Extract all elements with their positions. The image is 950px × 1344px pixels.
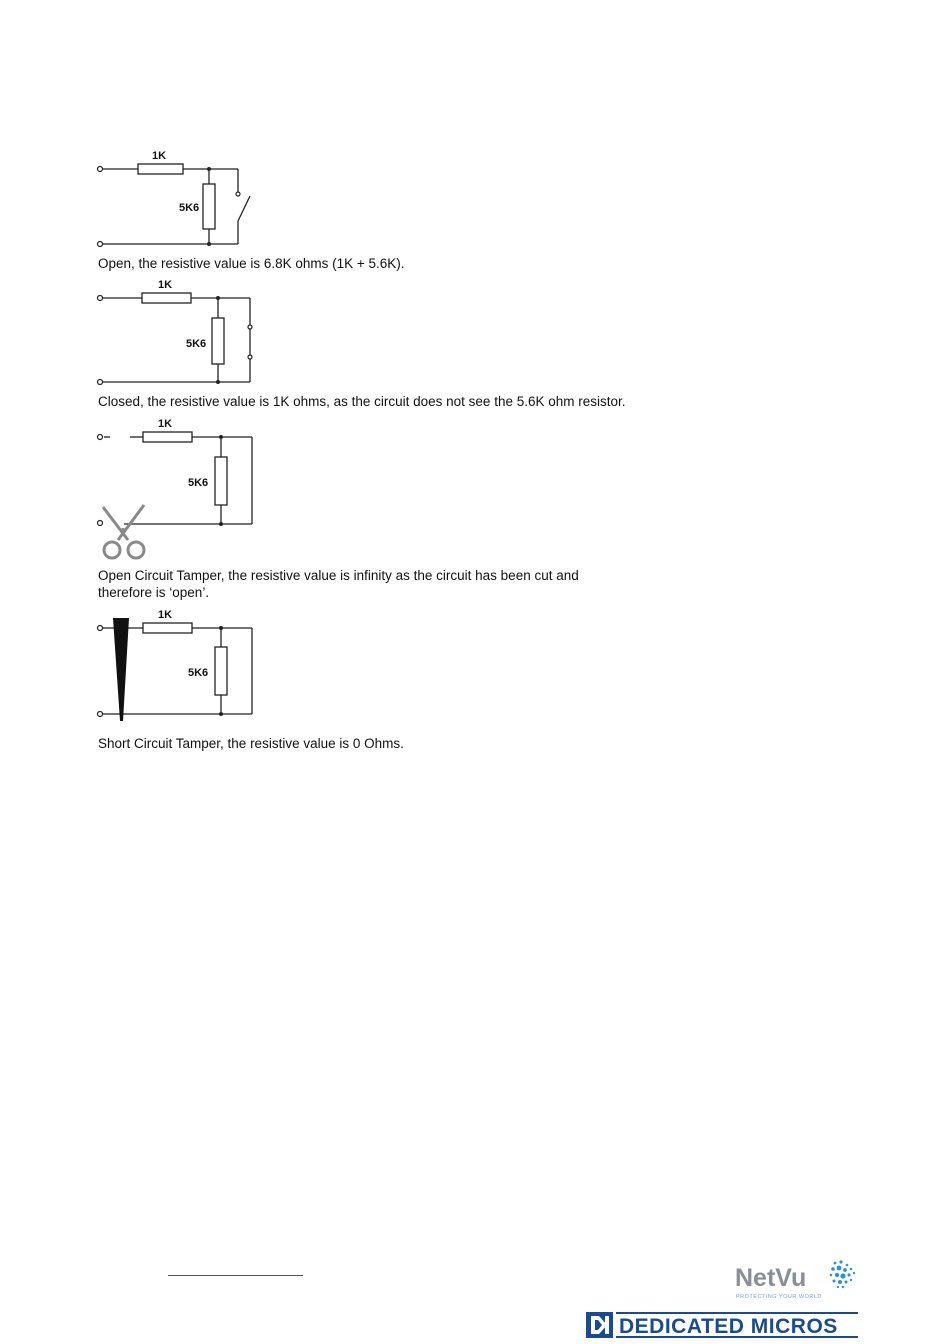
open-circuit-schematic (90, 140, 290, 255)
resistor-1k (138, 164, 183, 174)
resistor-1k (142, 293, 191, 303)
terminal-top (98, 296, 103, 301)
dedicated-micros-logo (586, 1312, 858, 1338)
resistor-1k-label: 1K (158, 279, 173, 291)
resistor-1k (143, 623, 192, 633)
footnote-separator (168, 1275, 303, 1276)
open-tamper-schematic (90, 413, 290, 565)
switch-contact-top (236, 192, 240, 196)
terminal-top (98, 167, 103, 172)
terminal-bottom (98, 521, 103, 526)
resistor-1k-label: 1K (152, 150, 167, 162)
netvu-logo-text: NetVu (735, 1264, 807, 1292)
dm-logo-text: DEDICATED MICROS (619, 1315, 838, 1338)
short-tamper-schematic (90, 603, 290, 728)
wedge-short-icon (113, 618, 129, 721)
caption-closed: Closed, the resistive value is 1K ohms, as the circuit does not see the 5.6K ohm resistor. (98, 394, 626, 409)
caption-open: Open, the resistive value is 6.8K ohms (1K + 5.6K). (98, 256, 405, 271)
terminal-top (98, 435, 103, 440)
resistor-5k6 (203, 184, 215, 229)
switch-contact-bottom (248, 355, 252, 359)
diagram-short-tamper (90, 603, 290, 728)
resistor-5k6-label: 5K6 (186, 338, 207, 350)
closed-circuit-schematic (90, 275, 290, 390)
resistor-5k6-label: 5K6 (188, 477, 209, 489)
terminal-bottom (98, 242, 103, 247)
netvu-dots-icon (830, 1260, 855, 1288)
terminal-top (98, 626, 103, 631)
terminal-bottom (98, 380, 103, 385)
terminal-bottom (98, 712, 103, 717)
caption-short-tamper: Short Circuit Tamper, the resistive value is 0 Ohms. (98, 736, 404, 751)
resistor-1k-label: 1K (158, 609, 173, 621)
resistor-5k6 (212, 318, 224, 364)
scissors-icon (103, 505, 144, 558)
resistor-1k (143, 432, 192, 442)
diagram-closed-circuit (90, 275, 290, 390)
resistor-5k6-label: 5K6 (188, 667, 209, 679)
netvu-tagline: PROTECTING YOUR WORLD (736, 1294, 822, 1300)
switch-blade-open (238, 196, 250, 221)
diagram-open-circuit (90, 140, 290, 255)
switch-contact-top (248, 325, 252, 329)
resistor-5k6 (215, 647, 227, 695)
resistor-5k6 (215, 457, 227, 505)
dm-mark-icon (586, 1312, 613, 1338)
resistor-1k-label: 1K (158, 418, 173, 430)
diagram-open-tamper (90, 413, 290, 565)
resistor-5k6-label: 5K6 (179, 202, 200, 214)
netvu-logo (735, 1258, 860, 1302)
caption-open-tamper-line2: therefore is ‘open’. (98, 585, 210, 600)
caption-open-tamper-line1: Open Circuit Tamper, the resistive value is infinity as the circuit has been cut and (98, 568, 579, 583)
caption-open-tamper (98, 567, 579, 601)
